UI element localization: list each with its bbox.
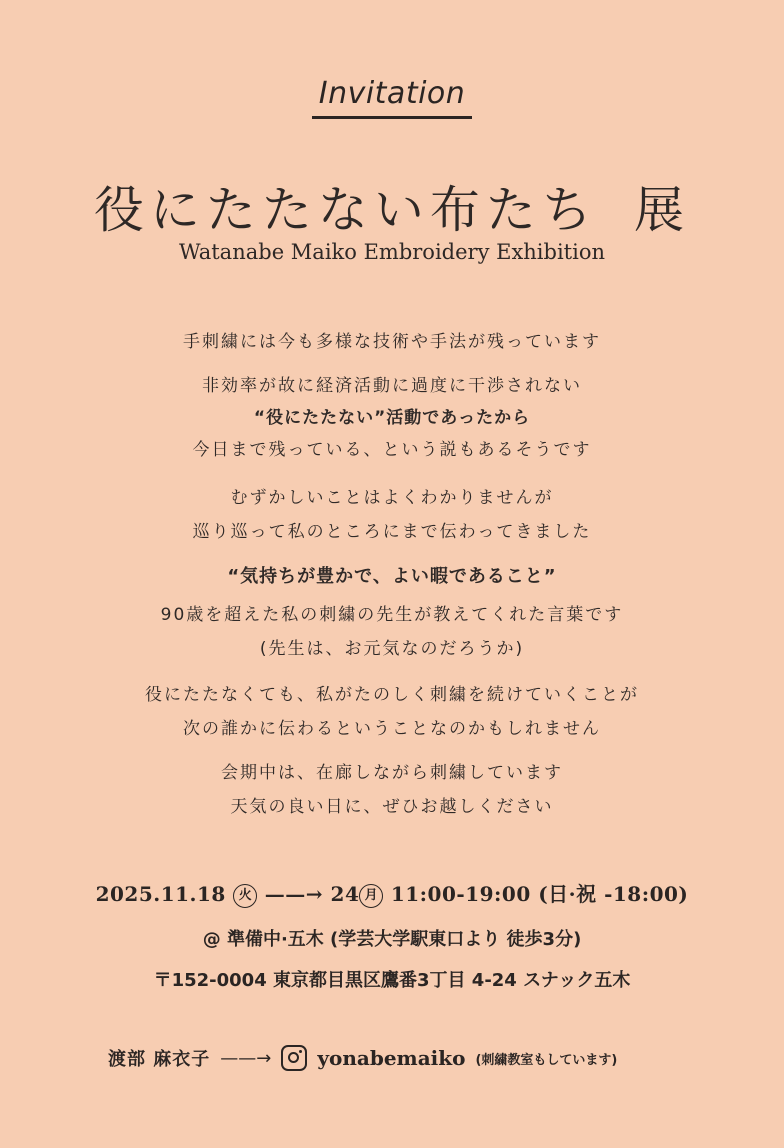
- contact-row: [108, 1045, 617, 1071]
- address: 〒152-0004 東京都目黒区鷹番3丁目 4-24 スナック五木: [153, 970, 631, 991]
- body-line: 手刺繍には今も多様な技術や手法が残っています: [183, 332, 601, 352]
- body-line: 非効率が故に経済活動に過度に干渉されない: [202, 376, 582, 396]
- date-arrow: ——: [264, 882, 306, 906]
- body-paragraph-4: [0, 598, 784, 666]
- body-line: 今日まで残っている、という説もあるそうです: [192, 440, 592, 460]
- body-line: 天気の良い日に、ぜひお越しください: [230, 797, 554, 817]
- body-paragraph-2: [0, 370, 784, 466]
- body-paragraph-5: [0, 678, 784, 746]
- exhibition-dates: [0, 878, 784, 908]
- venue: @ 準備中·五木 (学芸大学駅東口より 徒歩3分): [202, 929, 582, 950]
- exhibition-subtitle: Watanabe Maiko Embroidery Exhibition: [178, 240, 606, 264]
- body-line: 役にたたなくても、私がたのしく刺繍を続けていくことが: [145, 685, 639, 705]
- exhibition-title: 役にたたない布たち 展: [93, 181, 691, 239]
- body-line: 会期中は、在廊しながら刺繍しています: [221, 763, 563, 783]
- start-weekday: 火: [233, 884, 257, 908]
- body-paragraph-1: [0, 327, 784, 352]
- body-line-emphasis: “役にたたない”活動であったから: [253, 408, 531, 428]
- body-line: 90歳を超えた私の刺繍の先生が教えてくれた言葉です: [160, 605, 624, 625]
- opening-hours: 11:00-19:00 (日·祝 -18:00): [390, 882, 689, 906]
- end-date: 24: [330, 882, 360, 906]
- instagram-icon: [281, 1045, 307, 1071]
- body-paragraph-6: [0, 756, 784, 824]
- end-weekday: 月: [359, 884, 383, 908]
- classroom-note: (刺繍教室もしています): [475, 1052, 618, 1068]
- body-line: 次の誰かに伝わるということなのかもしれません: [183, 719, 601, 739]
- date-arrow-head: →: [305, 882, 324, 906]
- body-paragraph-3: [0, 481, 784, 549]
- invitation-underline: [312, 116, 472, 119]
- instagram-handle[interactable]: yonabemaiko: [317, 1046, 466, 1070]
- start-date: 2025.11.18: [95, 882, 226, 906]
- invitation-heading: Invitation: [318, 76, 466, 111]
- body-line: 巡り巡って私のところにまで伝わってきました: [192, 522, 592, 542]
- quote: “気持ちが豊かで、よい暇であること”: [227, 566, 557, 587]
- body-line: (先生は、お元気なのだろうか): [259, 639, 525, 659]
- body-line: むずかしいことはよくわかりませんが: [230, 488, 554, 508]
- artist-name: 渡部 麻衣子: [108, 1049, 211, 1070]
- contact-arrow: ——→: [220, 1047, 272, 1069]
